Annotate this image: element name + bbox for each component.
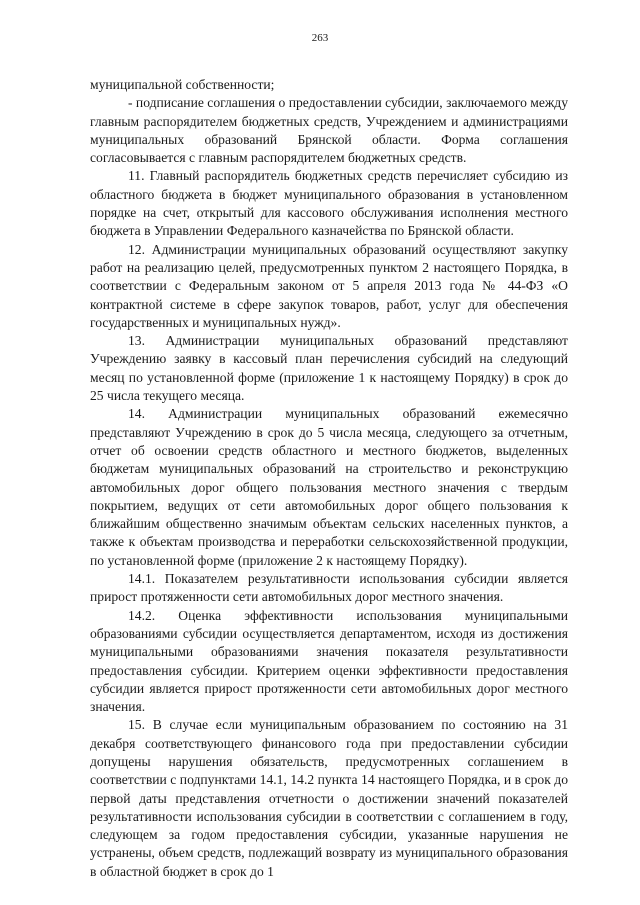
paragraph: 14. Администрации муниципальных образований ежемесячно представляют Учреждению в срок до 5 числа месяца, следующего за отчетным, отчет об освоении средств областного и местного бюджетов, выделенных бюджетам муниципальных образований на строительство и реконструкцию автомобильных дорог общего пользования местного значения с твердым покрытием, ведущих от сети автомобильных дорог общего пользования к ближайшим общественно значимым объектам сельских населенных пунктов, а также к объектам производства и переработки сельскохозяйственной продукции, по установленной форме (приложение 2 к настоящему Порядку). [90,406,568,568]
paragraph: 12. Администрации муниципальных образований осуществляют закупку работ на реализацию целей, предусмотренных пунктом 2 настоящего Порядка, в соответствии с Федеральным законом от 5 апреля 2013 года № 44-ФЗ «О контрактной системе в сфере закупок товаров, работ, услуг для обеспечения государственных и муниципальных нужд». [90,241,568,330]
paragraph: 14.2. Оценка эффективности использования муниципальными образованиями субсидии осуществляется департаментом, исходя из достижения муниципальными образованиями значения показателя результативности предоставления субсидии. Критерием оценки эффективности предоставления субсидии является прирост протяженности сети автомобильных дорог местного значения. [90,607,568,715]
paragraph: 15. В случае если муниципальным образованием по состоянию на 31 декабря соответствующего финансового года при предоставлении субсидии допущены нарушения обязательств, предусмотренных соглашением в соответствии с подпунктами 14.1, 14.2 пункта 14 настоящего Порядка, и в срок до первой даты представления отчетности о достижении значений показателей результативности использования субсидии в соответствии с соглашением в году, следующем за годом предоставления субсидии, указанные нарушения не устранены, объем средств, подлежащий возврату из муниципального образования в областной бюджет в срок до 1 [90,717,568,879]
paragraph: 14.1. Показателем результативности использования субсидии является прирост протяженности сети автомобильных дорог местного значения. [90,571,568,605]
document-body [90,76,568,881]
paragraph: 11. Главный распорядитель бюджетных средств перечисляет субсидию из областного бюджета в бюджет муниципального образования в установленном порядке на счет, открытый для кассового обслуживания исполнения местного бюджета в Управлении Федерального казначейства по Брянской области. [90,168,568,239]
paragraph: - подписание соглашения о предоставлении субсидии, заключаемого между главным распорядителем бюджетных средств, Учреждением и администрациями муниципальных образований Брянской области. Форма соглашения согласовывается с главным распорядителем бюджетных средств. [90,95,569,166]
paragraph: муниципальной собственности; [90,77,275,92]
page-number: 263 [311,32,329,44]
paragraph: 13. Администрации муниципальных образований представляют Учреждению заявку в кассовый план перечисления субсидий на следующий месяц по установленной форме (приложение 1 к настоящему Порядку) в срок до 25 числа текущего месяца. [90,333,568,404]
